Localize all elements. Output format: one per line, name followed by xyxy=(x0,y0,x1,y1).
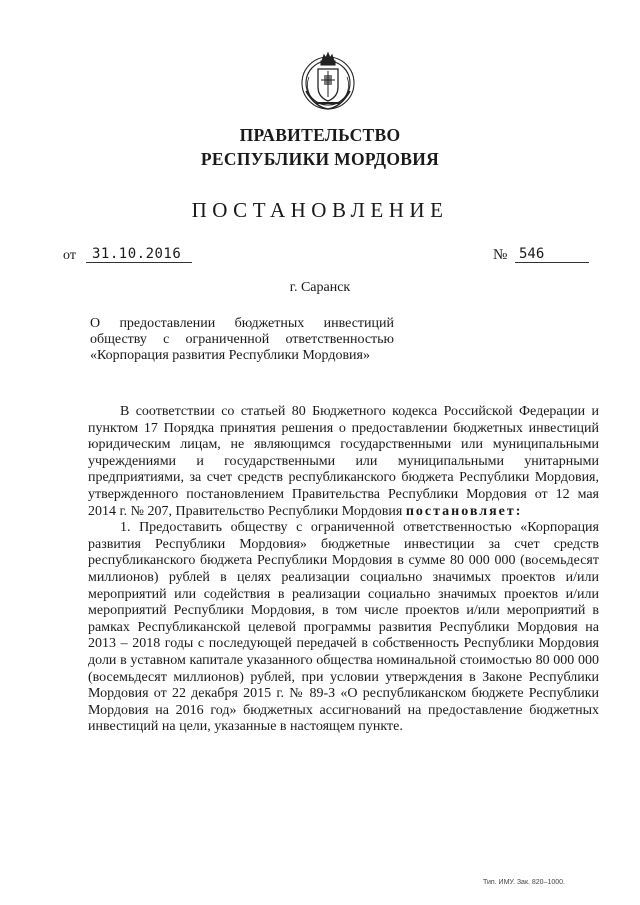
document-number: 546 xyxy=(515,246,589,263)
decree-word: постановляет: xyxy=(405,503,523,519)
document-date: 31.10.2016 xyxy=(86,246,192,263)
preamble-text: В соответствии со статьей 80 Бюджетного кодекса Российской Федерации и пунктом 17 Порядка принятия решения о предоставлении бюджетных инвестиций юридическим лицам, не являющимся государственными или муниципальными учреждениями и государственными или муниципальными унитарными предприятиями, за счет средств республиканского бюджета Республики Мордовия, утвержденного постановлением Правительства Республики Мордовия от 12 мая 2014 г. № 207, Правительство Республики Мордовия xyxy=(88,404,599,519)
preamble-paragraph xyxy=(88,404,599,520)
document-body xyxy=(88,404,599,736)
subject-line: «Корпорация развития Республики Мордовия» xyxy=(90,348,370,363)
document-subject xyxy=(90,316,394,364)
document-type-title: ПОСТАНОВЛЕНИЕ xyxy=(191,198,449,222)
subject-line: обществу с ограниченной ответственностью xyxy=(90,332,394,347)
item-1-paragraph: 1. Предоставить обществу с ограниченной ответственностью «Корпорация развития Республики Мордовия» бюджетные инвестиции за счет средств республиканского бюджета Республики Мордовия в сумме 80 000 000 (восемьдесят миллионов) рублей в целях реализации социально значимых проектов и/или мероприятий или содействия в реализации социально значимых проектов и/или мероприятий Республики Мордовия, в том числе проектов и/или мероприятий в рамках Республиканской целевой программы развития Республики Мордовия на 2013 – 2018 годы с последующей передачей в собственность Республики Мордовия доли в уставном капитале указанного общества номинальной стоимостью 80 000 000 (восемьдесят миллионов) рублей, при условии утверждения в Законе Республики Мордовия от 22 декабря 2015 г. № 89-З «О республиканском бюджете Республики Мордовия на 2016 год» бюджетных ассигнований на предоставление бюджетных инвестиций на цели, указанные в настоящем пункте. xyxy=(88,520,599,735)
org-title-line2: РЕСПУБЛИКИ МОРДОВИЯ xyxy=(200,149,440,169)
org-title-line1: ПРАВИТЕЛЬСТВО xyxy=(239,125,401,145)
date-prefix: от xyxy=(63,248,76,263)
city-name: г. Саранск xyxy=(289,280,351,295)
subject-line: О предоставлении бюджетных инвестиций xyxy=(90,316,394,331)
print-note: Тип. ИМУ. Зак. 820–1000. xyxy=(483,879,565,886)
number-prefix: № xyxy=(493,247,508,263)
coat-of-arms-emblem xyxy=(297,47,359,115)
